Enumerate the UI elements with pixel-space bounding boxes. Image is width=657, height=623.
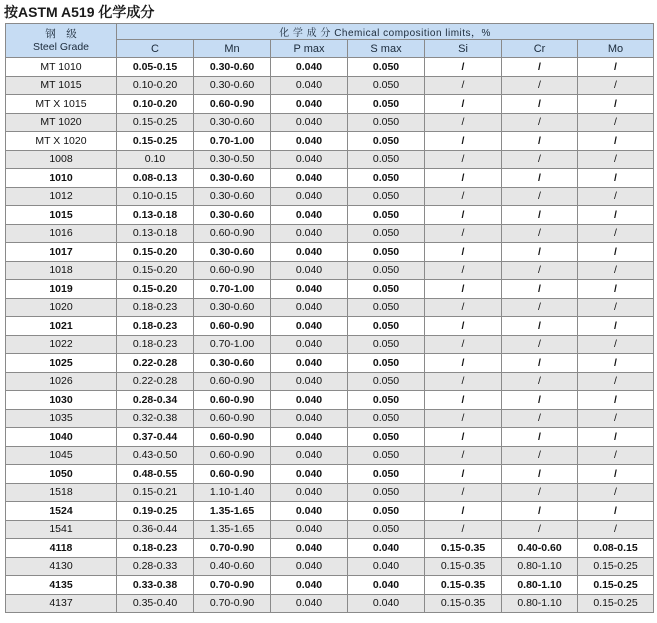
grade-cell: MT 1020 [6,113,117,132]
p-max-cell: 0.040 [271,539,348,558]
cr-cell: / [502,317,578,336]
mn-cell: 0.30-0.60 [194,58,271,77]
s-max-cell: 0.050 [348,261,425,280]
mn-cell: 0.30-0.60 [194,354,271,373]
mn-cell: 0.60-0.90 [194,372,271,391]
p-max-cell: 0.040 [271,317,348,336]
mo-cell: / [578,206,654,225]
s-max-cell: 0.050 [348,76,425,95]
s-max-cell: 0.050 [348,280,425,299]
cr-cell: / [502,446,578,465]
mo-cell: / [578,224,654,243]
si-cell: / [425,169,502,188]
table-row [6,169,654,188]
cr-cell: / [502,95,578,114]
mn-cell: 0.30-0.50 [194,150,271,169]
c-cell: 0.18-0.23 [117,335,194,354]
composition-group-header: 化 学 成 分 Chemical composition limits，% [117,24,654,40]
page-title: 按ASTM A519 化学成分 [4,4,155,20]
mn-cell: 0.30-0.60 [194,206,271,225]
grade-cell: 1019 [6,280,117,299]
cr-cell: / [502,465,578,484]
p-max-cell: 0.040 [271,187,348,206]
mn-cell: 0.30-0.60 [194,187,271,206]
c-cell: 0.48-0.55 [117,465,194,484]
mn-cell: 0.60-0.90 [194,465,271,484]
s-max-cell: 0.040 [348,539,425,558]
c-cell: 0.28-0.34 [117,391,194,410]
si-cell: / [425,409,502,428]
c-cell: 0.32-0.38 [117,409,194,428]
si-cell: / [425,280,502,299]
si-cell: / [425,391,502,410]
c-cell: 0.15-0.20 [117,261,194,280]
mo-cell: / [578,169,654,188]
grade-cell: 1008 [6,150,117,169]
p-max-cell: 0.040 [271,391,348,410]
table-row [6,243,654,262]
table-row [6,465,654,484]
cr-cell: / [502,243,578,262]
si-cell: 0.15-0.35 [425,539,502,558]
s-max-cell: 0.050 [348,409,425,428]
mo-cell: 0.15-0.25 [578,594,654,613]
cr-cell: / [502,502,578,521]
si-cell: / [425,243,502,262]
c-cell: 0.22-0.28 [117,354,194,373]
mo-cell: / [578,409,654,428]
table-row [6,206,654,225]
grade-cell: 1015 [6,206,117,225]
c-cell: 0.15-0.21 [117,483,194,502]
mn-cell: 0.60-0.90 [194,95,271,114]
mn-cell: 1.10-1.40 [194,483,271,502]
si-cell: / [425,502,502,521]
s-max-cell: 0.050 [348,169,425,188]
s-max-cell: 0.050 [348,187,425,206]
grade-cell: 4135 [6,576,117,595]
p-max-cell: 0.040 [271,483,348,502]
cr-cell: / [502,520,578,539]
c-cell: 0.15-0.20 [117,243,194,262]
s-max-cell: 0.050 [348,317,425,336]
s-max-cell: 0.050 [348,446,425,465]
c-cell: 0.10-0.20 [117,95,194,114]
si-cell: / [425,58,502,77]
mn-cell: 0.70-0.90 [194,539,271,558]
si-cell: / [425,187,502,206]
table-row [6,280,654,299]
p-max-cell: 0.040 [271,576,348,595]
grade-cell: 4118 [6,539,117,558]
cr-cell: / [502,428,578,447]
s-max-cell: 0.050 [348,243,425,262]
si-cell: / [425,335,502,354]
grade-cell: 4130 [6,557,117,576]
table-row [6,428,654,447]
mo-cell: / [578,428,654,447]
table-row [6,520,654,539]
table-row [6,483,654,502]
grade-cell: 1035 [6,409,117,428]
si-cell: / [425,261,502,280]
table-row [6,132,654,151]
grade-cell: 1030 [6,391,117,410]
cr-cell: / [502,483,578,502]
s-max-cell: 0.050 [348,224,425,243]
mo-cell: / [578,132,654,151]
p-max-cell: 0.040 [271,409,348,428]
cr-cell: / [502,132,578,151]
table-row [6,76,654,95]
p-max-cell: 0.040 [271,428,348,447]
mo-cell: / [578,76,654,95]
mn-cell: 0.70-0.90 [194,576,271,595]
c-cell: 0.36-0.44 [117,520,194,539]
grade-cell: 1040 [6,428,117,447]
s-max-cell: 0.050 [348,113,425,132]
cr-cell: / [502,169,578,188]
c-cell: 0.18-0.23 [117,539,194,558]
mn-cell: 0.70-1.00 [194,335,271,354]
mn-cell: 0.70-1.00 [194,280,271,299]
mo-cell: / [578,335,654,354]
si-cell: / [425,132,502,151]
si-cell: / [425,298,502,317]
p-max-cell: 0.040 [271,113,348,132]
cr-cell: / [502,206,578,225]
c-cell: 0.15-0.25 [117,132,194,151]
c-cell: 0.05-0.15 [117,58,194,77]
cr-cell: / [502,187,578,206]
c-cell: 0.13-0.18 [117,224,194,243]
p-max-cell: 0.040 [271,206,348,225]
c-cell: 0.13-0.18 [117,206,194,225]
mn-cell: 0.70-0.90 [194,594,271,613]
cr-cell: / [502,76,578,95]
mo-cell: / [578,354,654,373]
grade-cell: MT 1010 [6,58,117,77]
column-header-c: C [117,40,194,58]
p-max-cell: 0.040 [271,502,348,521]
c-cell: 0.19-0.25 [117,502,194,521]
column-header-mn: Mn [194,40,271,58]
mn-cell: 0.60-0.90 [194,261,271,280]
p-max-cell: 0.040 [271,372,348,391]
table-row [6,354,654,373]
table-row [6,187,654,206]
c-cell: 0.22-0.28 [117,372,194,391]
mo-cell: / [578,391,654,410]
table-row [6,224,654,243]
table-body [6,58,654,613]
mo-cell: / [578,261,654,280]
table-row [6,317,654,336]
si-cell: / [425,354,502,373]
p-max-cell: 0.040 [271,465,348,484]
si-cell: / [425,76,502,95]
si-cell: / [425,206,502,225]
mo-cell: 0.15-0.25 [578,557,654,576]
c-cell: 0.08-0.13 [117,169,194,188]
s-max-cell: 0.050 [348,428,425,447]
cr-cell: / [502,354,578,373]
s-max-cell: 0.050 [348,95,425,114]
si-cell: / [425,372,502,391]
mn-cell: 1.35-1.65 [194,520,271,539]
s-max-cell: 0.040 [348,557,425,576]
mo-cell: / [578,502,654,521]
grade-cell: 1010 [6,169,117,188]
cr-cell: / [502,298,578,317]
cr-cell: / [502,372,578,391]
p-max-cell: 0.040 [271,224,348,243]
c-cell: 0.18-0.23 [117,298,194,317]
c-cell: 0.15-0.20 [117,280,194,299]
mo-cell: / [578,465,654,484]
header-row-group [6,24,654,40]
s-max-cell: 0.040 [348,594,425,613]
table-row [6,502,654,521]
column-header-si: Si [425,40,502,58]
p-max-cell: 0.040 [271,169,348,188]
cr-cell: / [502,150,578,169]
grade-cell: 1017 [6,243,117,262]
mn-cell: 0.60-0.90 [194,428,271,447]
c-cell: 0.10-0.15 [117,187,194,206]
si-cell: 0.15-0.35 [425,594,502,613]
s-max-cell: 0.050 [348,206,425,225]
column-header-cr: Cr [502,40,578,58]
mn-cell: 1.35-1.65 [194,502,271,521]
s-max-cell: 0.050 [348,483,425,502]
cr-cell: / [502,261,578,280]
cr-cell: / [502,280,578,299]
mn-cell: 0.30-0.60 [194,243,271,262]
grade-cell: 1012 [6,187,117,206]
p-max-cell: 0.040 [271,594,348,613]
cr-cell: / [502,335,578,354]
grade-cell: 1021 [6,317,117,336]
c-cell: 0.10 [117,150,194,169]
p-max-cell: 0.040 [271,132,348,151]
grade-cell: 1025 [6,354,117,373]
si-cell: / [425,520,502,539]
mo-cell: / [578,150,654,169]
cr-cell: 0.80-1.10 [502,594,578,613]
table-row [6,113,654,132]
s-max-cell: 0.050 [348,58,425,77]
s-max-cell: 0.050 [348,354,425,373]
s-max-cell: 0.050 [348,132,425,151]
table-row [6,409,654,428]
si-cell: / [425,465,502,484]
mo-cell: / [578,317,654,336]
table-row [6,576,654,595]
s-max-cell: 0.050 [348,298,425,317]
mn-cell: 0.70-1.00 [194,132,271,151]
cr-cell: / [502,224,578,243]
mo-cell: / [578,372,654,391]
s-max-cell: 0.050 [348,372,425,391]
p-max-cell: 0.040 [271,150,348,169]
si-cell: / [425,317,502,336]
table-row [6,539,654,558]
c-cell: 0.10-0.20 [117,76,194,95]
mo-cell: / [578,446,654,465]
c-cell: 0.35-0.40 [117,594,194,613]
mo-cell: / [578,95,654,114]
s-max-cell: 0.050 [348,150,425,169]
p-max-cell: 0.040 [271,243,348,262]
mo-cell: / [578,520,654,539]
si-cell: / [425,224,502,243]
grade-cell: MT X 1015 [6,95,117,114]
cr-cell: / [502,113,578,132]
mo-cell: 0.08-0.15 [578,539,654,558]
mo-cell: / [578,280,654,299]
p-max-cell: 0.040 [271,520,348,539]
grade-cell: 1524 [6,502,117,521]
c-cell: 0.37-0.44 [117,428,194,447]
cr-cell: 0.40-0.60 [502,539,578,558]
column-header-mo: Mo [578,40,654,58]
mo-cell: / [578,58,654,77]
cr-cell: 0.80-1.10 [502,576,578,595]
mn-cell: 0.60-0.90 [194,391,271,410]
p-max-cell: 0.040 [271,354,348,373]
table-row [6,446,654,465]
mn-cell: 0.30-0.60 [194,76,271,95]
p-max-cell: 0.040 [271,298,348,317]
cr-cell: 0.80-1.10 [502,557,578,576]
column-header-p-max: P max [271,40,348,58]
c-cell: 0.15-0.25 [117,113,194,132]
grade-cell: 1541 [6,520,117,539]
c-cell: 0.18-0.23 [117,317,194,336]
c-cell: 0.28-0.33 [117,557,194,576]
mn-cell: 0.30-0.60 [194,169,271,188]
table-row [6,95,654,114]
p-max-cell: 0.040 [271,335,348,354]
p-max-cell: 0.040 [271,280,348,299]
si-cell: / [425,428,502,447]
grade-cell: 4137 [6,594,117,613]
mn-cell: 0.30-0.60 [194,298,271,317]
mn-cell: 0.60-0.90 [194,317,271,336]
c-cell: 0.33-0.38 [117,576,194,595]
table-row [6,261,654,280]
mn-cell: 0.30-0.60 [194,113,271,132]
column-header-s-max: S max [348,40,425,58]
s-max-cell: 0.040 [348,576,425,595]
s-max-cell: 0.050 [348,391,425,410]
si-cell: / [425,483,502,502]
mo-cell: / [578,113,654,132]
table-row [6,557,654,576]
si-cell: / [425,446,502,465]
chemical-composition-table [5,23,654,613]
steel-grade-header [6,24,117,58]
mn-cell: 0.60-0.90 [194,224,271,243]
si-cell: / [425,95,502,114]
p-max-cell: 0.040 [271,261,348,280]
mn-cell: 0.40-0.60 [194,557,271,576]
s-max-cell: 0.050 [348,502,425,521]
cr-cell: / [502,391,578,410]
grade-cell: 1020 [6,298,117,317]
grade-cell: MT X 1020 [6,132,117,151]
mo-cell: / [578,243,654,262]
mo-cell: / [578,298,654,317]
mn-cell: 0.60-0.90 [194,446,271,465]
steel-grade-header-cn: 钢 级 [45,27,77,40]
c-cell: 0.43-0.50 [117,446,194,465]
grade-cell: 1018 [6,261,117,280]
si-cell: / [425,113,502,132]
table-row [6,298,654,317]
grade-cell: 1022 [6,335,117,354]
mo-cell: / [578,187,654,206]
mo-cell: / [578,483,654,502]
si-cell: 0.15-0.35 [425,576,502,595]
p-max-cell: 0.040 [271,76,348,95]
si-cell: / [425,150,502,169]
grade-cell: 1016 [6,224,117,243]
p-max-cell: 0.040 [271,95,348,114]
grade-cell: 1026 [6,372,117,391]
s-max-cell: 0.050 [348,520,425,539]
table-row [6,150,654,169]
grade-cell: MT 1015 [6,76,117,95]
p-max-cell: 0.040 [271,58,348,77]
mn-cell: 0.60-0.90 [194,409,271,428]
table-row [6,594,654,613]
p-max-cell: 0.040 [271,446,348,465]
grade-cell: 1045 [6,446,117,465]
steel-grade-header-en: Steel Grade [32,40,90,53]
mo-cell: 0.15-0.25 [578,576,654,595]
si-cell: 0.15-0.35 [425,557,502,576]
table-row [6,335,654,354]
s-max-cell: 0.050 [348,335,425,354]
table-row [6,372,654,391]
cr-cell: / [502,58,578,77]
table-row [6,58,654,77]
s-max-cell: 0.050 [348,465,425,484]
cr-cell: / [502,409,578,428]
p-max-cell: 0.040 [271,557,348,576]
table-row [6,391,654,410]
grade-cell: 1050 [6,465,117,484]
grade-cell: 1518 [6,483,117,502]
